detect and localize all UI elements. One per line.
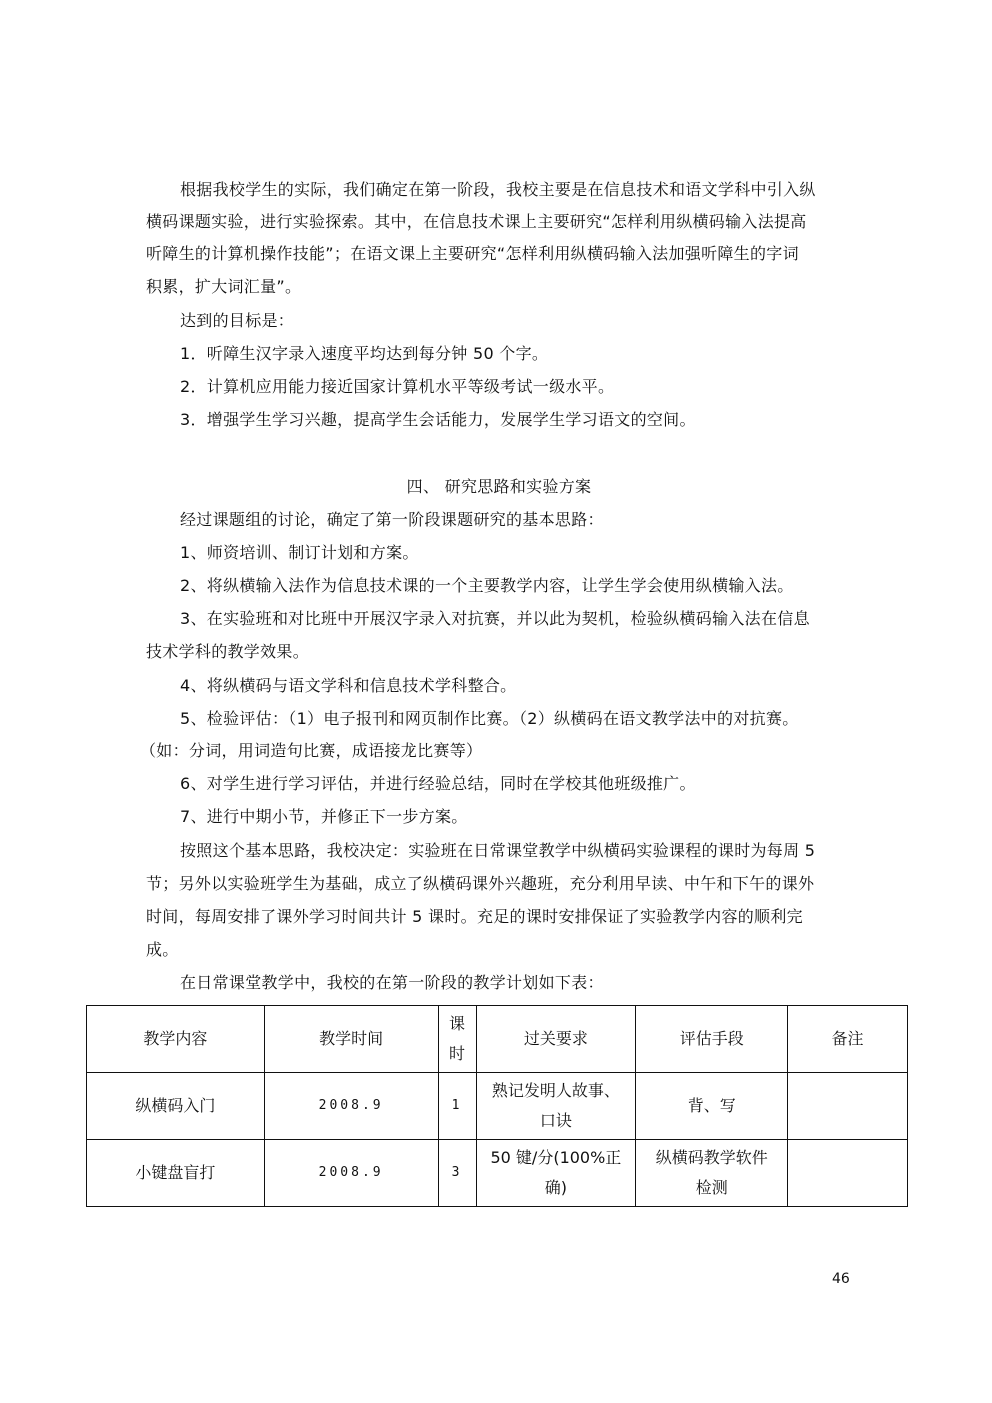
idea-item: 3、在实验班和对比班中开展汉字录入对抗赛，并以此为契机，检验纵横码输入法在信息 <box>180 609 810 628</box>
cell-content: 小键盘盲打 <box>87 1140 265 1207</box>
idea-item: 5、检验评估：（1）电子报刊和网页制作比赛。（2）纵横码在语文教学法中的对抗赛。 <box>180 709 799 728</box>
goal-item: 1．听障生汉字录入速度平均达到每分钟 50 个字。 <box>180 344 549 363</box>
cell-note <box>788 1140 908 1207</box>
cell-note <box>788 1073 908 1140</box>
cell-content: 纵横码入门 <box>87 1073 265 1140</box>
cell-evaluation: 背、写 <box>636 1073 788 1140</box>
page-number: 46 <box>832 1271 850 1287</box>
header-cell: 教学内容 <box>87 1006 265 1073</box>
cell-evaluation <box>636 1140 788 1207</box>
cell-requirement-line: 确) <box>544 1178 568 1197</box>
idea-item-continued: （如：分词，用词造句比赛，成语接龙比赛等） <box>140 741 483 760</box>
cell-evaluation-line: 检测 <box>695 1178 728 1197</box>
paragraph-line: 时间，每周安排了课外学习时间共计 5 课时。充足的课时安排保证了实验教学内容的顺利完 <box>146 907 803 926</box>
goal-item: 3．增强学生学习兴趣，提高学生会话能力，发展学生学习语文的空间。 <box>180 410 696 429</box>
cell-time: 2008.9 <box>264 1073 438 1140</box>
cell-requirement-line: 50 键/分(100%正 <box>490 1148 622 1167</box>
idea-item: 1、师资培训、制订计划和方案。 <box>180 543 419 562</box>
teaching-plan-table <box>86 1005 908 1207</box>
header-cell <box>438 1006 476 1073</box>
table-intro: 在日常课堂教学中，我校的在第一阶段的教学计划如下表： <box>180 973 604 992</box>
cell-requirement-line: 口诀 <box>539 1111 572 1130</box>
ideas-intro: 经过课题组的讨论，确定了第一阶段课题研究的基本思路： <box>180 510 604 529</box>
paragraph-line: 积累，扩大词汇量”。 <box>146 277 302 296</box>
header-cell: 备注 <box>788 1006 908 1073</box>
paragraph-line: 节；另外以实验班学生为基础，成立了纵横码课外兴趣班，充分利用早读、中午和下午的课外 <box>146 874 815 893</box>
header-cell-line: 课 <box>449 1014 466 1033</box>
idea-item: 7、进行中期小节，并修正下一步方案。 <box>180 807 468 826</box>
goal-item: 2．计算机应用能力接近国家计算机水平等级考试一级水平。 <box>180 377 615 396</box>
cell-requirement-line: 熟记发明人故事、 <box>491 1081 620 1100</box>
cell-evaluation-line: 纵横码教学软件 <box>655 1148 768 1167</box>
table-header-row <box>87 1006 908 1073</box>
idea-item: 4、将纵横码与语文学科和信息技术学科整合。 <box>180 676 517 695</box>
cell-requirement <box>476 1140 636 1207</box>
header-cell: 教学时间 <box>264 1006 438 1073</box>
header-cell: 评估手段 <box>636 1006 788 1073</box>
paragraph-line: 根据我校学生的实际，我们确定在第一阶段，我校主要是在信息技术和语文学科中引入纵 <box>180 180 816 199</box>
header-cell: 过关要求 <box>476 1006 636 1073</box>
cell-requirement <box>476 1073 636 1140</box>
table-row <box>87 1140 908 1207</box>
idea-item-continued: 技术学科的教学效果。 <box>146 642 310 661</box>
cell-hours: 1 <box>438 1073 476 1140</box>
goals-intro: 达到的目标是： <box>180 311 295 330</box>
cell-time: 2008.9 <box>264 1140 438 1207</box>
cell-hours: 3 <box>438 1140 476 1207</box>
idea-item: 6、对学生进行学习评估，并进行经验总结，同时在学校其他班级推广。 <box>180 774 696 793</box>
paragraph-line: 成。 <box>146 940 179 959</box>
header-cell-line: 时 <box>449 1044 466 1063</box>
table-row <box>87 1073 908 1140</box>
paragraph-line: 横码课题实验，进行实验探索。其中，在信息技术课上主要研究“怎样利用纵横码输入法提高 <box>146 212 807 231</box>
paragraph-line: 按照这个基本思路，我校决定：实验班在日常课堂教学中纵横码实验课程的课时为每周 5 <box>180 841 816 860</box>
paragraph-line: 听障生的计算机操作技能”；在语文课上主要研究“怎样利用纵横码输入法加强听障生的字词 <box>146 244 799 263</box>
section-title: 四、 研究思路和实验方案 <box>406 477 592 496</box>
idea-item: 2、将纵横输入法作为信息技术课的一个主要教学内容，让学生学会使用纵横输入法。 <box>180 576 794 595</box>
